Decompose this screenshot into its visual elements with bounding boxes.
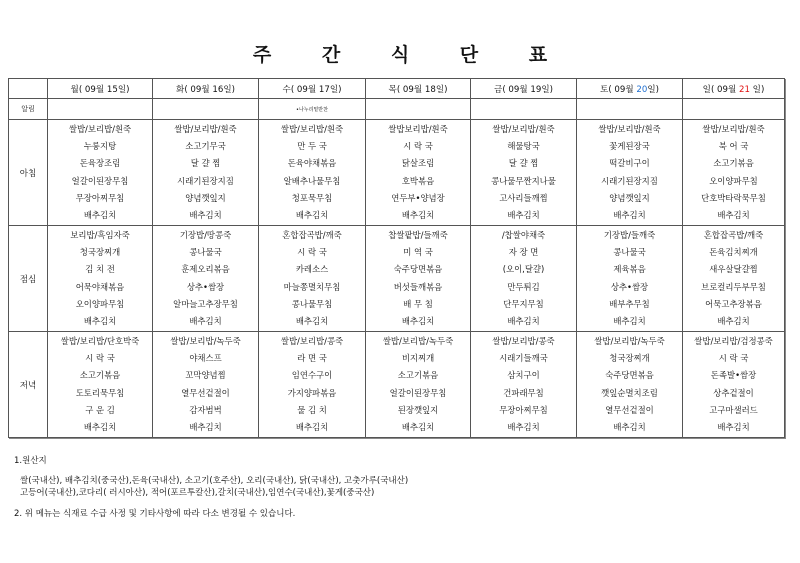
menu-item: 단무지무침 [503, 298, 544, 309]
menu-cell [366, 226, 471, 332]
header-corner [9, 79, 48, 99]
meal-label: 아침 [9, 120, 48, 226]
menu-item: 콩나물무침 [291, 298, 333, 309]
menu-item: 쌀밥/보리밥/검정콩죽 [694, 335, 773, 346]
menu-item: 배추김치 [613, 422, 646, 433]
menu-item: 어묵고추장볶음 [705, 298, 762, 309]
menu-cell [577, 332, 683, 438]
menu-item: 삼치구이 [507, 370, 540, 381]
menu-item: 구 운 김 [85, 404, 115, 415]
menu-item: 배추김치 [401, 422, 435, 433]
menu-item: 미 역 국 [403, 246, 433, 257]
header-day-sat: 토( 09월 20일) [577, 79, 683, 99]
menu-item: 배 무 침 [403, 298, 433, 309]
menu-item: 콩나물국 [189, 246, 222, 257]
menu-item: 고사리들깨찜 [499, 192, 548, 203]
menu-item: 북 어 국 [718, 140, 749, 151]
menu-item: 무장아찌무침 [499, 404, 548, 415]
menu-item: 쌀밥/보리밥/콩죽 [280, 335, 344, 346]
change-notice: 2. 위 메뉴는 식재료 수급 사정 및 기타사항에 따라 다소 변경될 수 있습니다. [14, 509, 296, 519]
menu-item: 알배추나물무침 [283, 175, 341, 186]
menu-cell [366, 332, 471, 438]
menu-item: 고구마샐러드 [709, 404, 758, 415]
sunday-date: 21 [739, 84, 750, 95]
menu-item: 혼합잡곡밥/깨죽 [282, 229, 342, 240]
menu-item: 시래기들깨국 [499, 352, 548, 363]
menu-item: 쌀밥/보리밥/콩죽 [492, 335, 555, 346]
menu-item: 돈육장조림 [79, 158, 121, 169]
menu-item: 양념깻잎지 [185, 192, 226, 203]
menu-item: 라 면 국 [297, 352, 327, 363]
menu-item: 오이양파무침 [709, 175, 758, 186]
menu-item: 시 락 국 [718, 352, 749, 363]
menu-item: 배추김치 [401, 316, 435, 327]
menu-cell [153, 226, 259, 332]
menu-item: 상추겉절이 [713, 387, 754, 398]
menu-item: 배추김치 [189, 422, 222, 433]
menu-cell [366, 120, 471, 226]
menu-item: 쌀밥/보리밥/흰죽 [280, 123, 344, 134]
menu-cell [48, 226, 153, 332]
meal-label: 저녁 [9, 332, 48, 438]
menu-item: 상추•쌈장 [186, 281, 225, 292]
menu-cell [259, 120, 366, 226]
menu-item: 오이양파무침 [75, 298, 125, 309]
page-title: 주 간 식 단 표 [252, 44, 570, 66]
menu-item: (오이,달걀) [502, 264, 545, 275]
menu-cell [683, 226, 785, 332]
menu-item: 열무선겉절이 [181, 387, 230, 398]
menu-cell [153, 332, 259, 438]
menu-item: 배추김치 [717, 210, 750, 221]
menu-item: 가지양파볶음 [287, 387, 337, 398]
menu-item: 꼬막양념찜 [185, 370, 226, 381]
menu-item: 누룽지탕 [83, 140, 117, 151]
weekly-menu-table [8, 78, 785, 438]
menu-item: 찹쌀팥밥/들깨죽 [388, 229, 448, 240]
menu-item: 훈제오리볶음 [181, 264, 230, 275]
menu-cell [471, 332, 577, 438]
menu-item: 시 락 국 [85, 352, 115, 363]
origin-heading: 1.원산지 [14, 456, 47, 466]
menu-item: 달 걀 찜 [190, 158, 221, 169]
menu-item: 시 락 국 [403, 140, 433, 151]
menu-item: 쌀밥/보리밥/흰죽 [492, 123, 555, 134]
menu-item: 쌀밥/보리밥/흰죽 [598, 123, 661, 134]
menu-item: 알마늘고추장무침 [173, 298, 238, 309]
menu-item: 물 김 치 [297, 404, 327, 415]
menu-item: 새우살달걀찜 [709, 264, 758, 275]
menu-item: 연두부•양념장 [391, 192, 445, 203]
origin-line-2: 고등어(국내산),코다리( 러시아산), 적어(포르투칼산),갈치(국내산),임연수(국내산),꽃게(중국산) [20, 488, 375, 498]
header-day-thu: 목( 09월 18일) [366, 79, 471, 99]
menu-item: 깻잎순멸치조림 [601, 387, 658, 398]
origin-line-1: 쌀(국내산), 배추김치(중국산),돈육(국내산), 소고기(호주산), 오리(국내산), 닭(국내산), 고춧가루(국내산) [20, 476, 409, 486]
menu-item: 야채스프 [189, 352, 222, 363]
menu-item: 배부추무침 [609, 298, 650, 309]
menu-item: 쌀밥/보리밥/녹두죽 [594, 335, 665, 346]
menu-item: 닭살조림 [401, 158, 435, 169]
menu-item: 배추김치 [83, 316, 117, 327]
menu-item: 청국장찌개 [609, 352, 650, 363]
menu-item: 배추김치 [295, 210, 329, 221]
menu-item: 청국장찌개 [79, 246, 121, 257]
alert-cell [153, 99, 259, 120]
menu-item: 해물탕국 [507, 140, 540, 151]
menu-item: 배추김치 [717, 316, 750, 327]
menu-item: 배추김치 [401, 210, 435, 221]
menu-item: 쌀밥/보리밥/흰죽 [174, 123, 237, 134]
menu-item: 어묵야채볶음 [75, 281, 125, 292]
menu-item: 제육볶음 [613, 264, 646, 275]
menu-cell [259, 332, 366, 438]
menu-item: 쌀밥/보리밥/녹두죽 [382, 335, 454, 346]
header-day-fri: 금( 09월 19일) [471, 79, 577, 99]
alert-cell [577, 99, 683, 120]
header-day-mon: 월( 09월 15일) [48, 79, 153, 99]
menu-item: 도토리묵무침 [75, 387, 125, 398]
alert-label: 알림 [9, 99, 48, 120]
menu-item: 배추김치 [189, 316, 222, 327]
menu-item: 단호박타락묵무침 [701, 192, 766, 203]
menu-item: 배추김치 [295, 422, 329, 433]
menu-item: 소고기볶음 [713, 158, 754, 169]
menu-cell [577, 120, 683, 226]
header-row [9, 79, 785, 99]
menu-item: 소고기볶음 [397, 370, 439, 381]
menu-item: 돈육김치찌개 [709, 246, 758, 257]
alert-cell: •나누리밑반찬 [259, 99, 366, 120]
menu-item: 콩나물무짠지나물 [491, 175, 556, 186]
menu-item: 쌀밥/보리밥/흰죽 [702, 123, 765, 134]
alert-row [9, 99, 785, 120]
menu-cell [48, 332, 153, 438]
saturday-date: 20 [636, 84, 648, 95]
menu-item: 꽃게된장국 [609, 140, 650, 151]
menu-item: 자 장 면 [508, 246, 539, 257]
alert-cell [366, 99, 471, 120]
menu-item: 돈족발•쌈장 [710, 370, 757, 381]
menu-item: 시래기된장지짐 [601, 175, 658, 186]
menu-item: 쌀밥/보리밥/흰죽 [68, 123, 132, 134]
menu-item: 임연수구이 [291, 370, 333, 381]
menu-cell [683, 120, 785, 226]
menu-item: 시래기된장지짐 [177, 175, 234, 186]
menu-item: 얼갈이된장무침 [389, 387, 447, 398]
menu-item: 버섯들깨볶음 [393, 281, 443, 292]
menu-item: 감자범벅 [189, 404, 222, 415]
menu-item: 떡갈비구이 [609, 158, 650, 169]
menu-item: 카레소스 [295, 264, 329, 275]
menu-cell [577, 226, 683, 332]
menu-item: 달 걀 찜 [508, 158, 539, 169]
menu-item: /찹쌀야채죽 [501, 229, 546, 240]
menu-item: 배추김치 [613, 210, 646, 221]
header-day-sun: 일( 09월 21 일) [683, 79, 785, 99]
header-day-wed: 수( 09월 17일) [259, 79, 366, 99]
menu-item: 비지찌개 [401, 352, 435, 363]
menu-item: 쌀밥/보리밥/단호박죽 [60, 335, 140, 346]
meal-label: 점심 [9, 226, 48, 332]
menu-item: 기장밥/땅콩죽 [179, 229, 232, 240]
menu-item: 쌀밥보리밥/흰죽 [388, 123, 448, 134]
meal-row-lunch [9, 226, 785, 332]
menu-item: 소고기볶음 [79, 370, 121, 381]
menu-cell [471, 120, 577, 226]
menu-item: 돈육야채볶음 [287, 158, 337, 169]
menu-cell [683, 332, 785, 438]
menu-item: 숙주당면볶음 [393, 264, 443, 275]
menu-item: 보리밥/흑임자죽 [70, 229, 130, 240]
menu-item: 배추김치 [83, 210, 117, 221]
menu-item: 배추김치 [189, 210, 222, 221]
menu-item: 얼갈이된장무침 [71, 175, 129, 186]
menu-item: 무장아찌무침 [75, 192, 125, 203]
menu-item: 배추김치 [613, 316, 646, 327]
menu-item: 김 치 전 [85, 264, 115, 275]
menu-item: 만 두 국 [297, 140, 327, 151]
menu-cell [259, 226, 366, 332]
menu-item: 양념깻잎지 [609, 192, 650, 203]
alert-cell [683, 99, 785, 120]
menu-item: 브로컬리두부무침 [701, 281, 766, 292]
menu-item: 혼합잡곡밥/깨죽 [703, 229, 764, 240]
alert-cell [471, 99, 577, 120]
menu-item: 배추김치 [83, 422, 117, 433]
menu-item: 된장깻잎지 [397, 404, 439, 415]
menu-item: 배추김치 [507, 316, 540, 327]
menu-item: 상추•쌈장 [610, 281, 649, 292]
menu-item: 콩나물국 [613, 246, 646, 257]
meal-row-breakfast [9, 120, 785, 226]
menu-cell [48, 120, 153, 226]
alert-cell [48, 99, 153, 120]
menu-item: 만두튀김 [507, 281, 540, 292]
menu-item: 시 락 국 [297, 246, 327, 257]
menu-cell [153, 120, 259, 226]
menu-item: 배추김치 [507, 210, 540, 221]
menu-cell [471, 226, 577, 332]
menu-item: 청포묵무침 [291, 192, 333, 203]
menu-item: 소고기무국 [185, 140, 226, 151]
menu-item: 배추김치 [507, 422, 540, 433]
header-day-tue: 화( 09월 16일) [153, 79, 259, 99]
menu-item: 숙주당면볶음 [605, 370, 654, 381]
menu-item: 배추김치 [717, 422, 750, 433]
menu-item: 기장밥/들깨죽 [603, 229, 656, 240]
menu-item: 호박볶음 [401, 175, 435, 186]
menu-item: 열무선겉절이 [605, 404, 654, 415]
menu-item: 배추김치 [295, 316, 329, 327]
menu-item: 마늘쫑멸치무침 [283, 281, 341, 292]
meal-row-dinner [9, 332, 785, 438]
menu-item: 건파래무침 [503, 387, 544, 398]
notes-section [14, 455, 408, 520]
menu-item: 쌀밥/보리밥/녹두죽 [170, 335, 241, 346]
